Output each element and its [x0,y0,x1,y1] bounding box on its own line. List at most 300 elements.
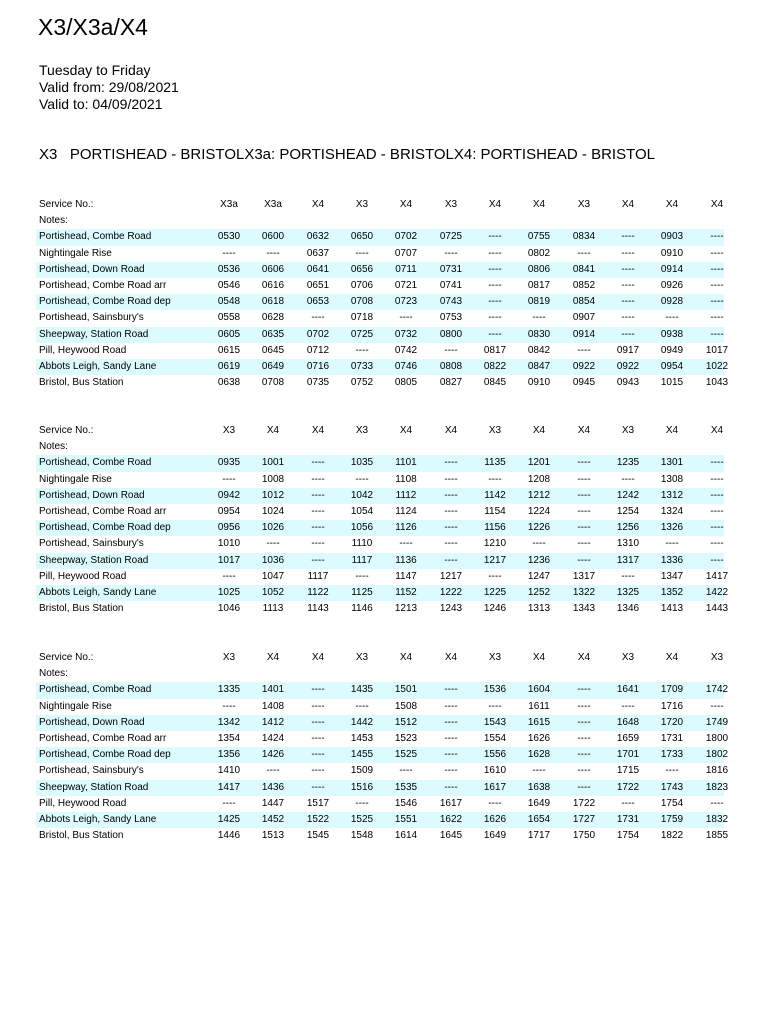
stop-row [36,601,729,617]
service-number-row [36,650,724,666]
service-number-label: Service No.: [39,425,94,436]
departure-time: ---- [488,700,502,712]
departure-time: 0805 [394,377,418,389]
departure-time: ---- [222,247,236,259]
departure-time: 1425 [217,813,241,825]
departure-time: ---- [488,312,502,324]
departure-time: 1347 [660,570,684,582]
departure-time: 0806 [527,263,551,275]
stop-row [36,343,729,359]
departure-time: ---- [577,700,591,712]
departure-time: ---- [577,781,591,793]
departure-time: 1749 [705,716,729,728]
departure-time: 0723 [394,296,418,308]
stop-row [36,310,724,326]
departure-time: 1343 [572,603,596,615]
departure-time: 1401 [261,684,285,696]
departure-time: 0917 [616,344,640,356]
departure-time: 1435 [350,684,374,696]
departure-time: 1247 [527,570,551,582]
departure-time: ---- [577,684,591,696]
departure-time: ---- [621,473,635,485]
departure-time: ---- [488,296,502,308]
stop-row [36,553,724,569]
service-number: X3 [621,652,635,663]
departure-time: 0616 [261,279,285,291]
departure-time: 1024 [261,505,285,517]
departure-time: 1443 [705,603,729,615]
departure-time: ---- [311,522,325,534]
departure-time: ---- [532,312,546,324]
stop-row [36,229,724,245]
stop-row [36,715,729,731]
departure-time: 1424 [261,732,285,744]
departure-time: 1641 [616,684,640,696]
service-number: X3 [355,652,369,663]
stop-name: Abbots Leigh, Sandy Lane [39,360,157,372]
departure-time: ---- [399,538,413,550]
departure-time: 1452 [261,813,285,825]
departure-time: 1208 [527,473,551,485]
departure-time: 0802 [527,247,551,259]
departure-time: 1035 [350,457,374,469]
departure-time: 0841 [572,263,596,275]
departure-time: ---- [444,489,458,501]
service-number: X4 [444,652,458,663]
stop-name: Portishead, Combe Road dep [39,749,171,761]
departure-time: 1008 [261,473,285,485]
departure-time: 1217 [483,554,507,566]
departure-time: 1235 [616,457,640,469]
departure-time: ---- [355,797,369,809]
service-number: X4 [266,652,280,663]
departure-time: ---- [399,765,413,777]
departure-time: 1626 [483,813,507,825]
departure-time: ---- [710,522,724,534]
departure-time: 0649 [261,360,285,372]
days-text: Tuesday to Friday [39,62,151,78]
departure-time: 1455 [350,749,374,761]
departure-time: ---- [488,247,502,259]
notes-label: Notes: [39,441,68,453]
stop-row [36,682,729,698]
stop-name: Portishead, Down Road [39,263,145,275]
validity-info [39,62,179,113]
departure-time: ---- [710,473,724,485]
departure-time: 1356 [217,749,241,761]
departure-time: ---- [222,700,236,712]
departure-time: ---- [444,781,458,793]
departure-time: 0725 [439,231,463,243]
departure-time: 1310 [616,538,640,550]
departure-time: 0956 [217,522,241,534]
stop-name: Portishead, Combe Road dep [39,522,171,534]
departure-time: 1516 [350,781,374,793]
departure-time: 1715 [616,765,640,777]
departure-time: ---- [577,522,591,534]
stop-row [36,327,724,343]
departure-time: 1546 [394,797,418,809]
departure-time: ---- [222,473,236,485]
departure-time: 1312 [660,489,684,501]
departure-time: 0914 [572,328,596,340]
departure-time: 0733 [350,360,374,372]
departure-time: 1308 [660,473,684,485]
stop-row [36,359,729,375]
departure-time: 1628 [527,749,551,761]
departure-time: 0907 [572,312,596,324]
departure-time: 1536 [483,684,507,696]
departure-time: 1210 [483,538,507,550]
notes-label: Notes: [39,668,68,680]
departure-time: ---- [577,749,591,761]
departure-time: 1548 [350,830,374,842]
departure-time: 1551 [394,813,418,825]
stop-row [36,796,724,812]
stop-name: Portishead, Combe Road dep [39,296,171,308]
service-number: X3 [355,425,369,436]
stop-row [36,812,729,828]
departure-time: 0753 [439,312,463,324]
departure-time: 1716 [660,700,684,712]
departure-time: 0817 [483,344,507,356]
departure-time: 0706 [350,279,374,291]
departure-time: 0822 [483,360,507,372]
departure-time: 0800 [439,328,463,340]
departure-time: ---- [488,231,502,243]
departure-time: 1722 [616,781,640,793]
departure-time: 1823 [705,781,729,793]
departure-time: 0845 [483,377,507,389]
stop-name: Nightingale Rise [39,473,112,485]
departure-time: 1325 [616,586,640,598]
departure-time: ---- [665,538,679,550]
departure-time: 1335 [217,684,241,696]
service-number: X4 [399,199,413,210]
departure-time: 0645 [261,344,285,356]
departure-time: 0954 [217,505,241,517]
departure-time: 1742 [705,684,729,696]
departure-time: 1324 [660,505,684,517]
stop-name: Sheepway, Station Road [39,328,149,340]
departure-time: 0536 [217,263,241,275]
departure-time: ---- [621,247,635,259]
departure-time: 1342 [217,716,241,728]
departure-time: 1717 [527,830,551,842]
departure-time: 0600 [261,231,285,243]
departure-time: 0731 [439,263,463,275]
departure-time: ---- [399,312,413,324]
stop-row [36,246,724,262]
departure-time: 1313 [527,603,551,615]
stop-name: Nightingale Rise [39,247,112,259]
departure-time: 1046 [217,603,241,615]
departure-time: 1354 [217,732,241,744]
departure-time: ---- [488,797,502,809]
departure-time: 1056 [350,522,374,534]
departure-time: ---- [311,781,325,793]
service-number: X3 [488,652,502,663]
departure-time: 1213 [394,603,418,615]
stop-name: Bristol, Bus Station [39,830,124,842]
departure-time: 0742 [394,344,418,356]
departure-time: 1622 [439,813,463,825]
departure-time: 0708 [350,296,374,308]
departure-time: 1759 [660,813,684,825]
departure-time: ---- [444,732,458,744]
notes-row [36,666,724,682]
departure-time: 1124 [395,505,417,517]
departure-time: 1317 [572,570,596,582]
service-number: X4 [710,199,724,210]
departure-time: 1222 [439,586,463,598]
service-number: X3 [444,199,458,210]
departure-time: ---- [311,732,325,744]
departure-time: 0903 [660,231,684,243]
departure-time: 1615 [527,716,551,728]
departure-time: 0922 [572,360,596,372]
departure-time: 1648 [616,716,640,728]
departure-time: 0718 [350,312,374,324]
departure-time: ---- [355,700,369,712]
departure-time: 1832 [705,813,729,825]
departure-time: 0938 [660,328,684,340]
departure-time: ---- [577,765,591,777]
departure-time: ---- [577,554,591,566]
service-number-row [36,197,724,213]
departure-time: ---- [577,716,591,728]
departure-time: 1346 [616,603,640,615]
departure-time: 1701 [616,749,640,761]
departure-time: 1545 [306,830,330,842]
service-number: X4 [532,199,546,210]
departure-time: 1108 [395,473,417,485]
departure-time: ---- [621,279,635,291]
departure-time: 1754 [616,830,640,842]
departure-time: 0741 [439,279,463,291]
departure-time: 0842 [527,344,551,356]
stop-row [36,472,724,488]
departure-time: 1645 [439,830,463,842]
departure-time: 0928 [660,296,684,308]
departure-time: 1422 [705,586,729,598]
service-number-label: Service No.: [39,652,94,663]
departure-time: 0910 [527,377,551,389]
service-number: X3 [621,425,635,436]
departure-time: 1447 [261,797,285,809]
stop-name: Bristol, Bus Station [39,603,124,615]
departure-time: ---- [710,505,724,517]
departure-time: 1036 [261,554,285,566]
departure-time: ---- [444,684,458,696]
departure-time: 1336 [660,554,684,566]
timetable-2 [36,423,729,617]
departure-time: 0852 [572,279,596,291]
departure-time: 0926 [660,279,684,291]
departure-time: 1054 [350,505,374,517]
departure-time: ---- [621,700,635,712]
departure-time: ---- [222,797,236,809]
departure-time: 1412 [261,716,285,728]
stop-row [36,488,724,504]
departure-time: 0702 [306,328,330,340]
valid-to-text: Valid to: 04/09/2021 [39,96,163,112]
service-number: X4 [399,425,413,436]
departure-time: ---- [488,328,502,340]
departure-time: ---- [266,247,280,259]
departure-time: 0827 [439,377,463,389]
stop-name: Bristol, Bus Station [39,377,124,389]
stop-name: Portishead, Combe Road [39,684,152,696]
departure-time: 1126 [395,522,417,534]
departure-time: 0935 [217,457,241,469]
departure-time: 1525 [394,749,418,761]
stop-row [36,747,729,763]
departure-time: 1709 [660,684,684,696]
departure-time: 1012 [261,489,285,501]
departure-time: ---- [444,765,458,777]
departure-time: ---- [444,700,458,712]
stop-row [36,585,729,601]
departure-time: ---- [710,263,724,275]
route-heading: X3 PORTISHEAD - BRISTOLX3a: PORTISHEAD - BRISTOLX4: PORTISHEAD - BRISTOL [39,146,656,163]
departure-time: 1201 [527,457,551,469]
departure-time: ---- [710,328,724,340]
stop-row [36,699,724,715]
departure-time: 1556 [483,749,507,761]
departure-time: 1754 [660,797,684,809]
service-number: X3a [220,199,238,210]
stop-name: Abbots Leigh, Sandy Lane [39,813,157,825]
stop-name: Portishead, Sainsbury's [39,765,144,777]
departure-time: 1508 [394,700,418,712]
departure-time: ---- [444,749,458,761]
timetable-1 [36,197,729,391]
stop-row [36,294,724,310]
departure-time: ---- [444,554,458,566]
departure-time: 0954 [660,360,684,372]
service-number: X4 [532,425,546,436]
service-number: X4 [266,425,280,436]
departure-time: 1010 [217,538,241,550]
departure-time: 1256 [616,522,640,534]
departure-time: ---- [311,716,325,728]
departure-time: ---- [577,457,591,469]
stop-name: Sheepway, Station Road [39,554,149,566]
departure-time: 0558 [217,312,241,324]
departure-time: 0615 [217,344,241,356]
stop-name: Portishead, Down Road [39,489,145,501]
departure-time: ---- [710,247,724,259]
departure-time: ---- [710,554,724,566]
departure-time: ---- [311,684,325,696]
departure-time: 1750 [572,830,596,842]
service-number: X4 [311,425,325,436]
departure-time: 1015 [660,377,684,389]
departure-time: 0743 [439,296,463,308]
departure-time: 1242 [616,489,640,501]
service-number-row [36,423,724,439]
departure-time: 1017 [217,554,241,566]
departure-time: 1626 [527,732,551,744]
departure-time: ---- [311,457,325,469]
departure-time: 1733 [660,749,684,761]
departure-time: 0628 [261,312,285,324]
stop-name: Portishead, Combe Road [39,457,152,469]
departure-time: 1252 [527,586,551,598]
departure-time: ---- [355,247,369,259]
departure-time: ---- [710,538,724,550]
departure-time: 1022 [705,360,729,372]
departure-time: 1101 [395,457,417,469]
departure-time: 1410 [217,765,241,777]
departure-time: ---- [710,296,724,308]
departure-time: 1535 [394,781,418,793]
departure-time: ---- [311,749,325,761]
service-number: X4 [665,199,679,210]
stop-row [36,780,729,796]
departure-time: 1052 [261,586,285,598]
departure-time: 1446 [217,830,241,842]
departure-time: 1326 [660,522,684,534]
departure-time: 1352 [660,586,684,598]
stop-name: Portishead, Combe Road arr [39,732,167,744]
departure-time: 0651 [306,279,330,291]
stop-row [36,731,729,747]
service-number: X3a [264,199,282,210]
departure-time: 1610 [483,765,507,777]
departure-time: 1226 [527,522,551,534]
departure-time: 1523 [394,732,418,744]
departure-time: 0546 [217,279,241,291]
departure-time: 1243 [439,603,463,615]
departure-time: 0702 [394,231,418,243]
departure-time: 0752 [350,377,374,389]
departure-time: 1147 [395,570,417,582]
departure-time: 0834 [572,231,596,243]
departure-time: 1417 [705,570,729,582]
departure-time: ---- [311,554,325,566]
departure-time: ---- [311,312,325,324]
departure-time: 1426 [261,749,285,761]
service-number: X4 [488,199,502,210]
departure-time: ---- [665,765,679,777]
stop-name: Portishead, Down Road [39,716,145,728]
departure-time: 1212 [527,489,551,501]
notes-row [36,439,724,455]
stop-name: Portishead, Sainsbury's [39,312,144,324]
departure-time: ---- [311,489,325,501]
service-number-label: Service No.: [39,199,94,210]
stop-row [36,520,724,536]
departure-time: 0943 [616,377,640,389]
departure-time: 0847 [527,360,551,372]
service-number: X4 [311,652,325,663]
departure-time: ---- [577,505,591,517]
departure-time: 1043 [705,377,729,389]
departure-time: ---- [266,538,280,550]
departure-time: ---- [710,797,724,809]
departure-time: 1501 [394,684,418,696]
departure-time: 1117 [351,554,373,566]
departure-time: 0945 [572,377,596,389]
departure-time: 1125 [351,586,373,598]
stop-name: Portishead, Sainsbury's [39,538,144,550]
departure-time: 1417 [217,781,241,793]
departure-time: 0638 [217,377,241,389]
notes-row [36,213,724,229]
stop-name: Nightingale Rise [39,700,112,712]
